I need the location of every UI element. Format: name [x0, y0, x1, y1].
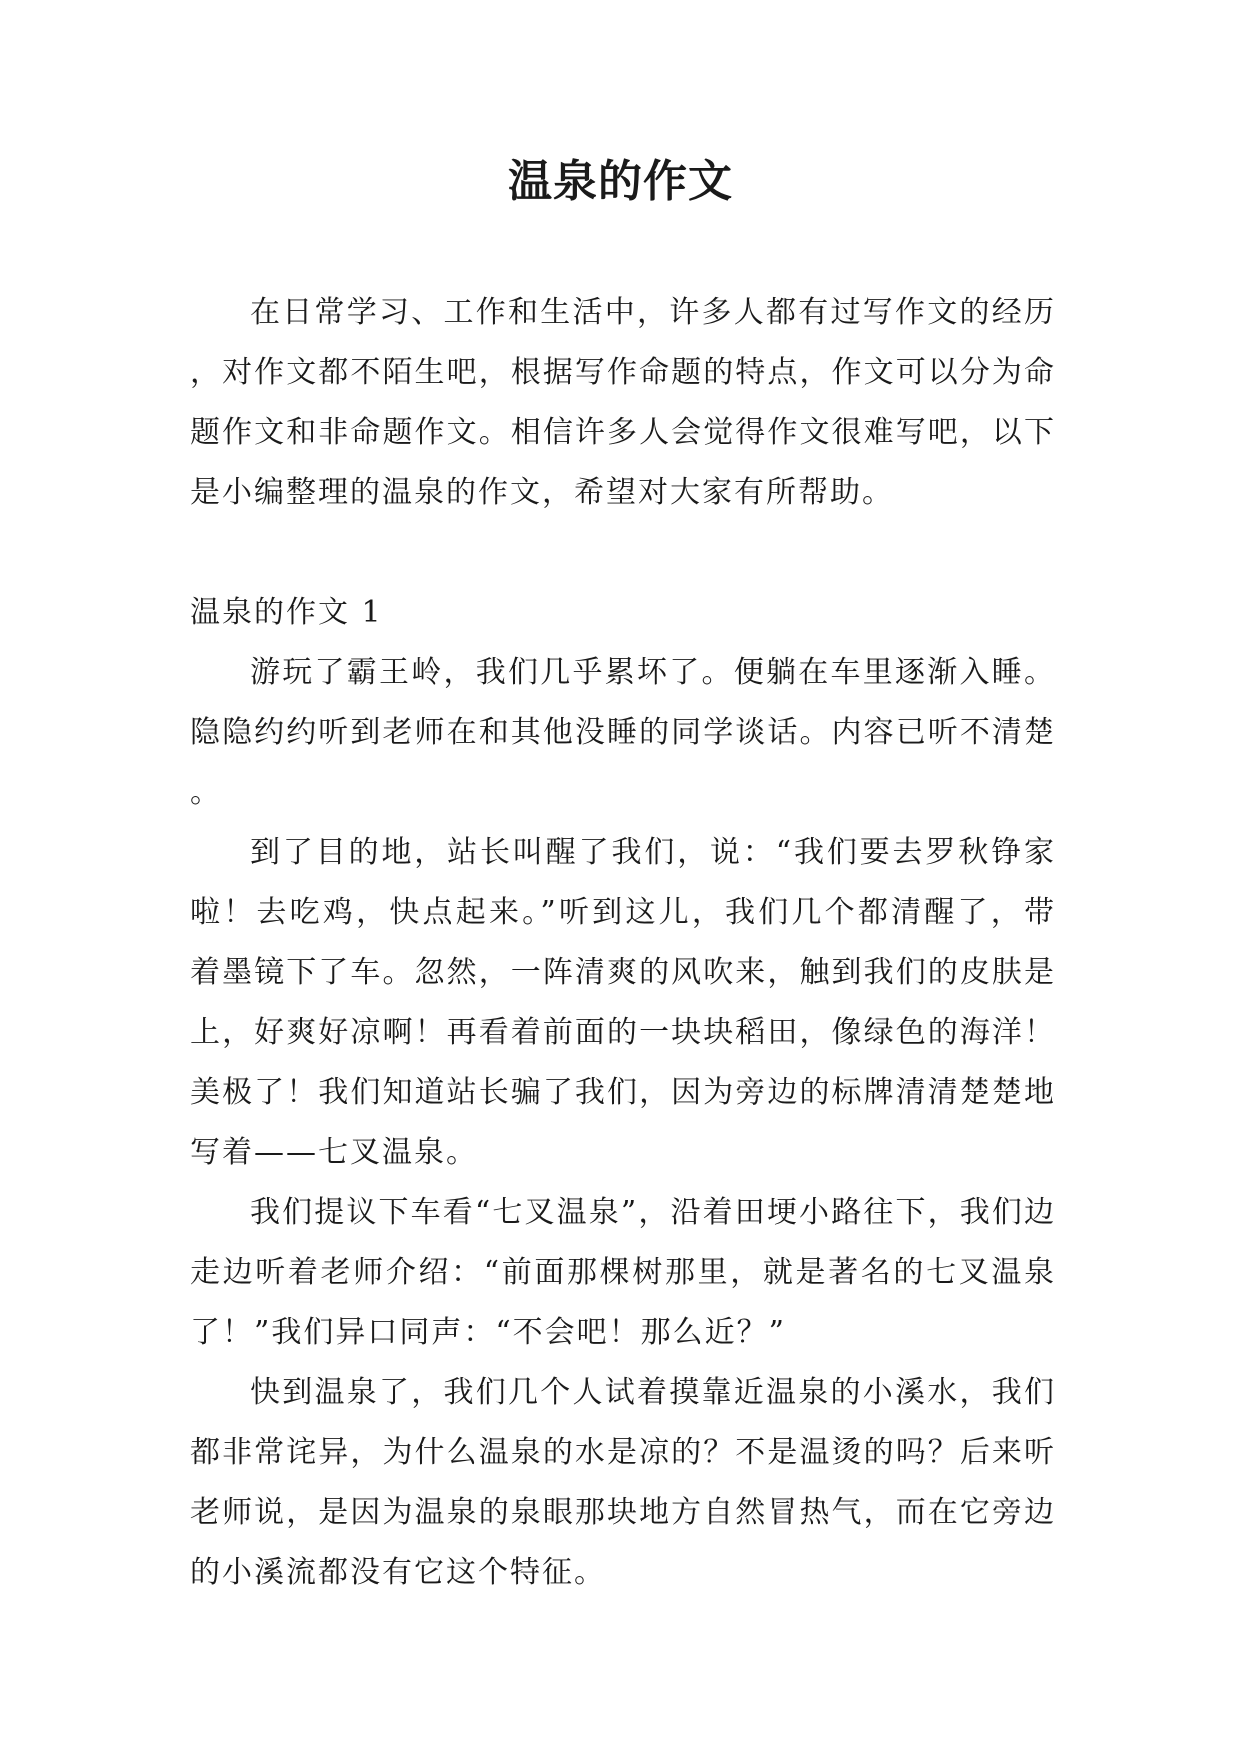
body-paragraph-3: 我们提议下车看“七叉温泉”，沿着田埂小路往下，我们边走边听着老师介绍：“前面那棵树那里，就是著名的七叉温泉了！”我们异口同声：“不会吧！那么近？” — [190, 1195, 1056, 1350]
body-paragraph-2: 到了目的地，站长叫醒了我们，说：“我们要去罗秋铮家啦！去吃鸡，快点起来。”听到这儿，我们几个都清醒了，带着墨镜下了车。忽然，一阵清爽的风吹来，触到我们的皮肤是上，好爽好凉啊！再看着前面的一块块稻田，像绿色的海洋！美极了！我们知道站长骗了我们，因为旁边的标牌清清楚楚地写着——七叉温泉。 — [190, 835, 1056, 1170]
body-paragraph-4: 快到温泉了，我们几个人试着摸靠近温泉的小溪水，我们都非常诧异，为什么温泉的水是凉的？不是温烫的吗？后来听老师说，是因为温泉的泉眼那块地方自然冒热气，而在它旁边的小溪流都没有它这个特征。 — [190, 1375, 1056, 1590]
document-body — [190, 283, 1056, 1603]
document-title: 温泉的作文 — [508, 156, 733, 207]
intro-paragraph: 在日常学习、工作和生活中，许多人都有过写作文的经历，对作文都不陌生吧，根据写作命题的特点，作文可以分为命题作文和非命题作文。相信许多人会觉得作文很难写吧，以下是小编整理的温泉的作文，希望对大家有所帮助。 — [190, 295, 1056, 510]
body-paragraph-1: 游玩了霸王岭，我们几乎累坏了。便躺在车里逐渐入睡。隐隐约约听到老师在和其他没睡的同学谈话。内容已听不清楚。 — [190, 655, 1056, 810]
section-heading: 温泉的作文 1 — [190, 595, 383, 630]
